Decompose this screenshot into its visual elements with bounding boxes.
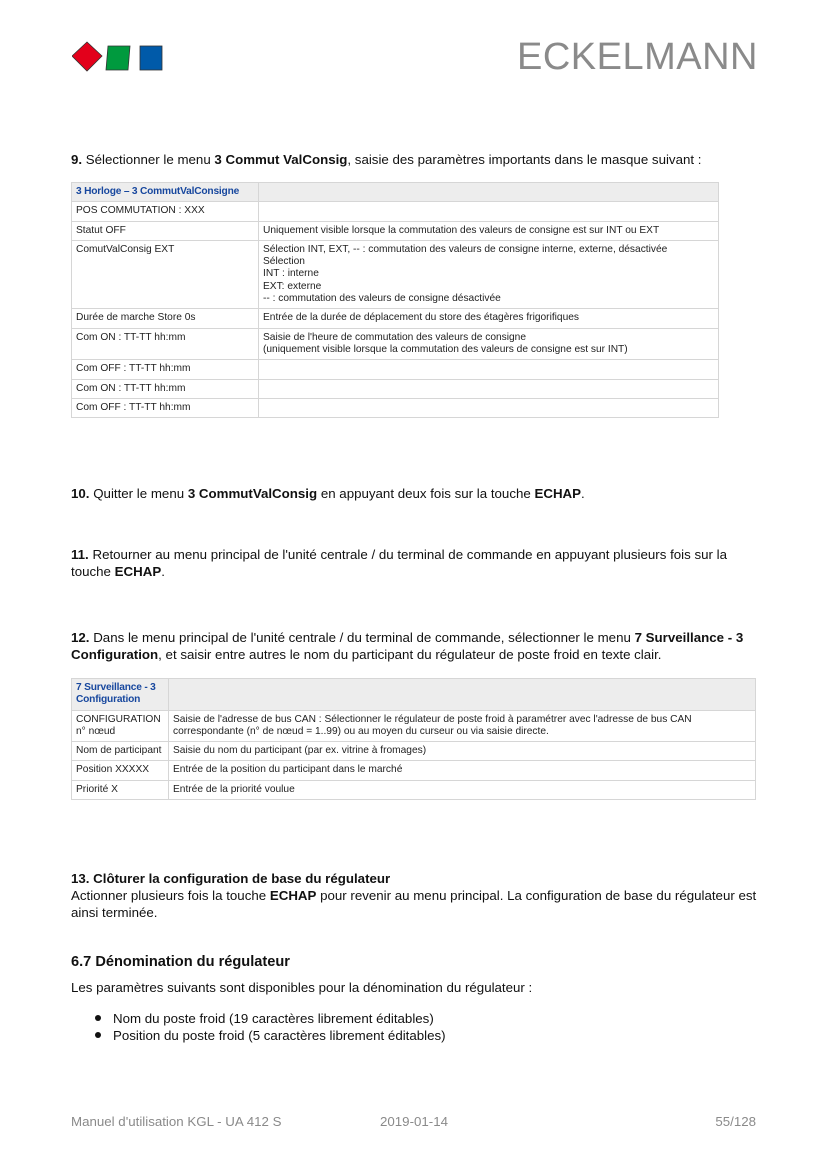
param-cell: ComutValConsig EXT: [72, 240, 259, 308]
table-header-empty: [169, 679, 756, 711]
param-cell: CONFIGURATION n° nœud: [72, 710, 169, 742]
desc-cell: [259, 202, 719, 221]
table-row: [72, 328, 719, 360]
table-header-row: [72, 183, 719, 202]
param-cell: Com OFF : TT-TT hh:mm: [72, 398, 259, 417]
param-cell: Durée de marche Store 0s: [72, 309, 259, 328]
key-name: ECHAP: [114, 564, 162, 579]
key-name: ECHAP: [269, 888, 317, 903]
desc-cell: [259, 379, 719, 398]
desc-cell: [259, 398, 719, 417]
eckelmann-logo-icon: [72, 40, 164, 74]
desc-cell: [259, 360, 719, 379]
step-13: [71, 870, 761, 921]
footer-manual: Manuel d'utilisation KGL - UA 412 S: [71, 1114, 282, 1129]
footer-page-number: 55/128: [715, 1114, 756, 1129]
desc-line: Sélection: [263, 256, 305, 268]
desc-cell: Entrée de la priorité voulue: [169, 780, 756, 799]
table-row: [72, 360, 719, 379]
list-item: [71, 1010, 446, 1027]
list-item: [71, 1027, 446, 1044]
desc-line: INT : interne: [263, 268, 319, 280]
bullet-list: [71, 1010, 446, 1044]
desc-line: (uniquement visible lorsque la commutation des valeurs de consigne est sur INT): [263, 343, 628, 355]
list-item-text: Position du poste froid (5 caractères librement éditables): [113, 1028, 446, 1043]
desc-cell: Saisie du nom du participant (par ex. vitrine à fromages): [169, 742, 756, 761]
surveillance-configuration-table: [71, 678, 756, 800]
table-header-empty: [259, 183, 719, 202]
footer-date: 2019-01-14: [380, 1114, 449, 1129]
desc-cell: [259, 221, 719, 240]
menu-name: 3 CommutValConsig: [187, 486, 318, 501]
desc-cell: [259, 328, 719, 360]
step-text: Sélectionner le menu: [85, 152, 211, 167]
step-text: Quitter le menu: [93, 486, 185, 501]
param-cell: POS COMMUTATION : XXX: [72, 202, 259, 221]
desc-line: EXT: externe: [263, 280, 322, 292]
step-text: Actionner plusieurs fois la touche: [71, 888, 267, 903]
section-intro: Les paramètres suivants sont disponibles pour la dénomination du régulateur :: [71, 980, 533, 995]
desc-cell: Saisie de l'adresse de bus CAN : Sélectionner le régulateur de poste froid à paramétrer avec l'adresse de bus CAN correspondante (n° de nœud = 1..99) ou au moyen du curseur ou via saisie directe.: [169, 710, 756, 742]
param-cell: Com OFF : TT-TT hh:mm: [72, 360, 259, 379]
commut-valconsigne-table: [71, 182, 719, 418]
table-row: [72, 202, 719, 221]
step-text: en appuyant deux fois sur la touche: [320, 486, 531, 501]
step-number: 11.: [71, 547, 89, 562]
param-cell: Com ON : TT-TT hh:mm: [72, 379, 259, 398]
list-item-text: Nom du poste froid (19 caractères librement éditables): [113, 1011, 434, 1026]
table-row: [72, 761, 756, 780]
section-heading: 6.7 Dénomination du régulateur: [71, 954, 290, 970]
bullet-icon: [95, 1015, 101, 1021]
step-13-title: 13. Clôturer la configuration de base du régulateur: [71, 871, 391, 886]
param-cell: Nom de participant: [72, 742, 169, 761]
desc-line: Entrée de la durée de déplacement du store des étagères frigorifiques: [263, 312, 580, 324]
table-row: [72, 379, 719, 398]
desc-line: Saisie de l'heure de commutation des valeurs de consigne: [263, 331, 527, 343]
step-text: , et saisir entre autres le nom du participant du régulateur de poste froid en texte clair.: [158, 647, 662, 662]
table-row: [72, 742, 756, 761]
param-cell: Statut OFF: [72, 221, 259, 240]
param-cell: Position XXXXX: [72, 761, 169, 780]
step-10: [71, 485, 585, 502]
desc-cell: [259, 309, 719, 328]
menu-name: 7 Surveillance - 3 Configuration: [71, 630, 744, 662]
step-11: [71, 546, 761, 580]
table-header-row: [72, 679, 756, 711]
step-12: [71, 629, 761, 663]
step-number: 12.: [71, 630, 90, 645]
table-row: [72, 309, 719, 328]
table-header: 3 Horloge – 3 CommutValConsigne: [72, 183, 259, 202]
brand-name: ECKELMANN: [517, 36, 758, 78]
step-text: , saisie des paramètres importants dans le masque suivant :: [347, 152, 702, 167]
step-text: .: [161, 564, 165, 579]
key-name: ECHAP: [534, 486, 582, 501]
desc-line: -- : commutation des valeurs de consigne désactivée: [263, 293, 501, 305]
table-row: [72, 240, 719, 308]
step-number: 10.: [71, 486, 90, 501]
desc-line: Uniquement visible lorsque la commutation des valeurs de consigne est sur INT ou EXT: [263, 224, 660, 236]
param-cell: Com ON : TT-TT hh:mm: [72, 328, 259, 360]
desc-line: Sélection INT, EXT, -- : commutation des valeurs de consigne interne, externe, désactivée: [263, 243, 668, 255]
desc-cell: [259, 240, 719, 308]
step-text: .: [581, 486, 585, 501]
menu-name: 3 Commut ValConsig: [214, 152, 348, 167]
table-row: [72, 710, 756, 742]
step-text: pour revenir au menu principal. La configuration de base du régulateur est ainsi terminée.: [71, 888, 757, 920]
desc-cell: Entrée de la position du participant dans le marché: [169, 761, 756, 780]
table-row: [72, 221, 719, 240]
table-row: [72, 780, 756, 799]
param-cell: Priorité X: [72, 780, 169, 799]
step-9: [71, 151, 701, 168]
bullet-icon: [95, 1032, 101, 1038]
step-text: Retourner au menu principal de l'unité centrale / du terminal de commande en appuyant plusieurs fois sur la touche: [71, 547, 727, 579]
step-number: 9.: [71, 152, 83, 167]
table-header: 7 Surveillance - 3 Configuration: [72, 679, 169, 711]
table-row: [72, 398, 719, 417]
step-text: Dans le menu principal de l'unité centrale / du terminal de commande, sélectionner le menu: [93, 630, 631, 645]
